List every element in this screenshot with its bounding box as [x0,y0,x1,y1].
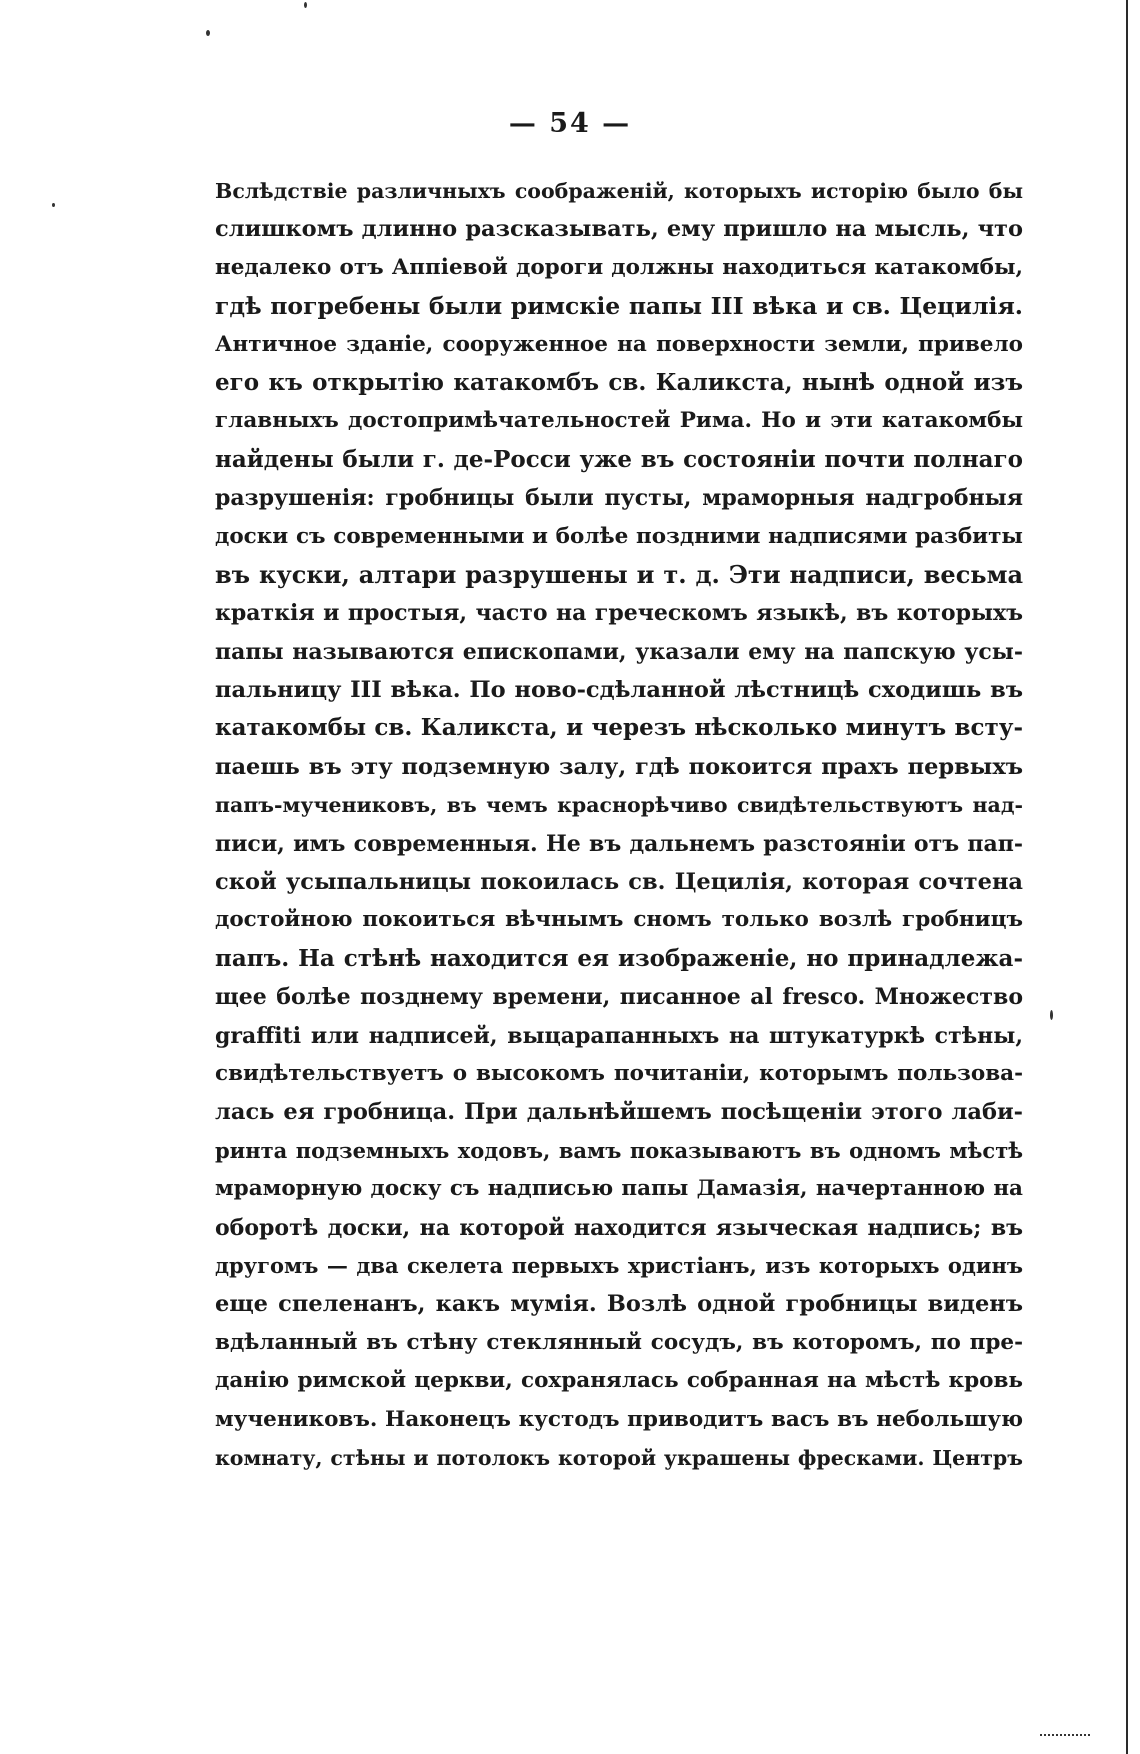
body-text [215,172,1023,1477]
text-line: щее болѣе позднему времени, писанное al fresco. Множество [215,984,1023,1011]
text-line: пальницу III вѣка. По ново-сдѣланной лѣстницѣ сходишь въ [215,677,1023,704]
text-line: гдѣ погребены были римскіе папы III вѣка и св. Цецилія. [215,292,1023,321]
text-line: писи, имъ современныя. Не въ дальнемъ разстояніи отъ пап- [215,830,1023,857]
text-line: папъ. На стѣнѣ находится ея изображеніе, но принадлежа- [215,944,1023,972]
text-line: комнату, стѣны и потолокъ которой украшены фресками. Центръ [215,1445,1023,1470]
text-line: мучениковъ. Наконецъ кустодъ приводитъ васъ въ небольшую [215,1406,1023,1432]
text-line: слишкомъ длинно разсказывать, ему пришло на мысль, что [215,216,1023,243]
text-line: Античное зданіе, сооруженное на поверхности земли, привело [215,331,1023,357]
text-line: ринта подземныхъ ходовъ, вамъ показываютъ въ одномъ мѣстѣ [215,1137,1023,1163]
text-line: еще спеленанъ, какъ мумія. Возлѣ одной гробницы виденъ [215,1291,1023,1318]
text-line: катакомбы св. Каликста, и черезъ нѣсколько минутъ всту- [215,714,1023,742]
text-line: Вслѣдствіе различныхъ соображеній, которыхъ исторію было бы [215,179,1023,203]
text-line: разрушенія: гробницы были пусты, мраморныя надгробныя [215,485,1023,512]
speck-mark [206,30,210,36]
text-line: найдены были г. де-Росси уже въ состояніи почти полнаго [215,445,1023,473]
text-line: его къ открытію катакомбъ св. Каликста, нынѣ одной изъ [215,368,1023,396]
text-line: паешь въ эту подземную залу, гдѣ покоится прахъ первыхъ [215,753,1023,780]
smudge-mark [1040,1728,1090,1736]
text-line: данію римской церкви, сохранялась собранная на мѣстѣ кровь [215,1368,1023,1394]
text-line: мраморную доску съ надписью папы Дамазія, начертанною на [215,1176,1023,1202]
speck-mark [1050,1010,1053,1020]
text-line: ской усыпальницы покоилась св. Цецилія, которая сочтена [215,869,1023,896]
text-line: свидѣтельствуетъ о высокомъ почитаніи, которымъ пользова- [215,1060,1023,1086]
page-number: — 54 — [508,108,632,139]
speck-mark [52,203,55,207]
text-line: главныхъ достопримѣчательностей Рима. Но и эти катакомбы [215,408,1023,434]
text-line: въ куски, алтари разрушены и т. д. Эти надписи, весьма [215,559,1023,589]
text-line: достойною покоиться вѣчнымъ сномъ только возлѣ гробницъ [215,907,1023,933]
speck-mark [304,2,307,8]
text-line: краткія и простыя, часто на греческомъ языкѣ, въ которыхъ [215,600,1023,627]
text-line: доски съ современными и болѣе поздними надписями разбиты [215,523,1023,549]
text-line: недалеко отъ Аппіевой дороги должны находиться катакомбы, [215,254,1023,280]
text-line: graffiti или надписей, выцарапанныхъ на штукатуркѣ стѣны, [215,1022,1023,1049]
text-line: папъ-мучениковъ, въ чемъ краснорѣчиво свидѣтельствуютъ над- [215,793,1023,818]
text-line: папы называются епископами, указали ему на папскую усы- [215,638,1023,665]
text-line: лась ея гробница. При дальнѣйшемъ посѣщеніи этого лаби- [215,1099,1023,1126]
text-line: другомъ — два скелета первыхъ христіанъ, изъ которыхъ одинъ [215,1252,1023,1278]
text-line: вдѣланный въ стѣну стеклянный сосудъ, въ которомъ, по пре- [215,1329,1023,1355]
page-edge-line [1126,0,1128,1754]
text-line: оборотѣ доски, на которой находится языческая надпись; въ [215,1214,1023,1241]
